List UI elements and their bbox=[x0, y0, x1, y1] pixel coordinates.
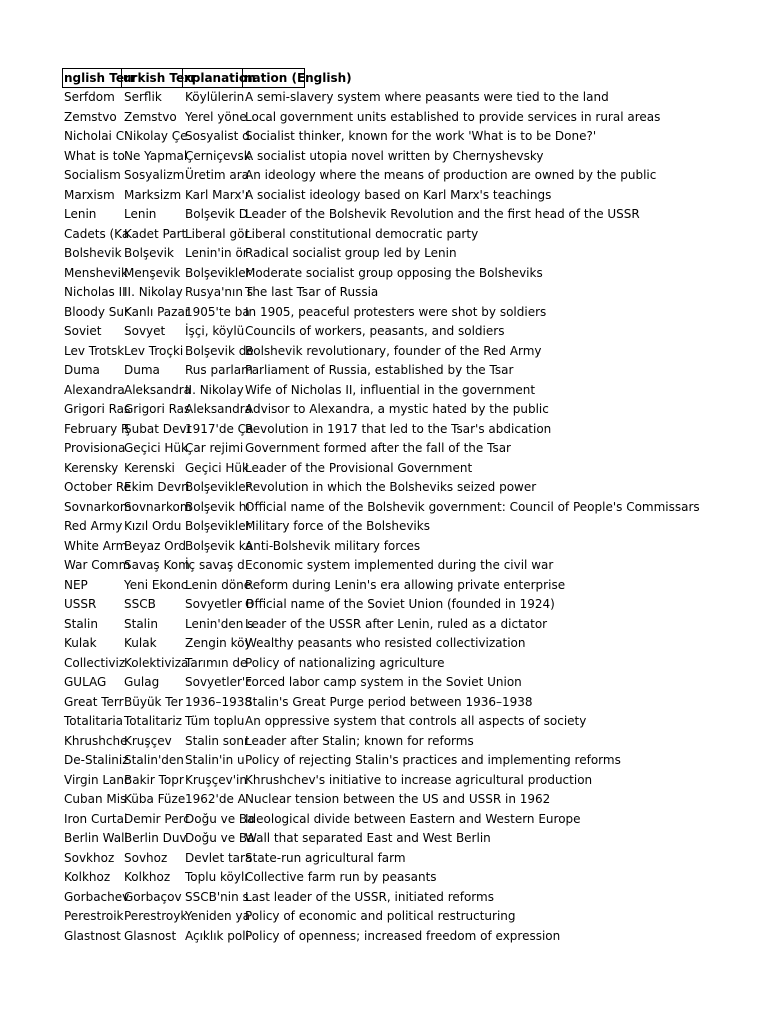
cell-english-term[interactable]: Duma bbox=[64, 363, 100, 377]
table-row bbox=[62, 907, 723, 927]
cell-explanation-turkish[interactable]: Karl Marx'ı bbox=[185, 187, 249, 202]
cell-explanation-turkish[interactable]: Aleksandra bbox=[185, 402, 252, 416]
cell-turkish-term[interactable]: Duma bbox=[124, 363, 160, 377]
cell-english-term[interactable]: Totalitaria bbox=[64, 714, 124, 728]
cell-explanation-turkish[interactable]: Köylülerin bbox=[185, 90, 245, 104]
table-row bbox=[62, 225, 723, 245]
cell-english-term[interactable]: Glastnost bbox=[64, 928, 121, 943]
cell-english-term[interactable]: War Comm bbox=[64, 558, 131, 572]
cell-explanation-turkish[interactable]: Tarımın de bbox=[185, 655, 248, 670]
cell-english-term[interactable]: Kulak bbox=[64, 636, 97, 650]
cell-english-term[interactable]: Collectiviz bbox=[64, 655, 126, 670]
cell-explanation-turkish[interactable]: 1936–1938 bbox=[185, 694, 253, 709]
table-row bbox=[62, 790, 723, 810]
cell-explanation-english[interactable]: A semi-slavery system where peasants were tied to the land bbox=[245, 90, 609, 104]
table-row bbox=[62, 459, 723, 479]
cell-explanation-english[interactable]: Wealthy peasants who resisted collectivization bbox=[245, 636, 526, 650]
cell-explanation-turkish[interactable]: Zengin köy bbox=[185, 636, 252, 650]
cell-explanation-english[interactable]: A socialist utopia novel written by Chernyshevsky bbox=[245, 148, 544, 163]
cell-turkish-term[interactable]: Grigori Ras bbox=[124, 402, 191, 416]
cell-explanation-english[interactable]: Leader of the Provisional Government bbox=[245, 460, 473, 475]
cell-explanation-english[interactable]: Policy of nationalizing agriculture bbox=[245, 655, 445, 670]
cell-explanation-turkish[interactable]: Bolşevik D bbox=[185, 207, 248, 221]
cell-explanation-turkish[interactable]: Lenin'den s bbox=[185, 616, 254, 631]
cell-turkish-term[interactable]: Gorbaçov bbox=[124, 889, 182, 904]
table-row bbox=[62, 361, 723, 381]
cell-turkish-term[interactable]: Bolşevik bbox=[124, 246, 174, 260]
table-row bbox=[62, 517, 723, 537]
cell-english-term[interactable]: Berlin Wall bbox=[64, 831, 128, 845]
table-row bbox=[62, 439, 723, 459]
cell-explanation-english[interactable]: Wall that separated East and West Berlin bbox=[245, 831, 491, 845]
cell-english-term[interactable]: Sovkhoz bbox=[64, 850, 115, 865]
cell-turkish-term[interactable]: Yeni Ekonc bbox=[124, 577, 188, 592]
table-row bbox=[62, 771, 723, 791]
table-row bbox=[62, 888, 723, 908]
cell-turkish-term[interactable]: Lenin bbox=[124, 207, 157, 221]
cell-english-term[interactable]: GULAG bbox=[64, 675, 107, 689]
cell-explanation-turkish[interactable]: Doğu ve Ba bbox=[185, 811, 255, 826]
cell-explanation-english[interactable]: The last Tsar of Russia bbox=[245, 285, 379, 299]
cell-explanation-english[interactable]: Socialist thinker, known for the work 'What is to be Done?' bbox=[245, 129, 597, 143]
cell-explanation-english[interactable]: Collective farm run by peasants bbox=[245, 870, 437, 884]
table-row bbox=[62, 166, 723, 186]
table-row bbox=[62, 751, 723, 771]
table-row bbox=[62, 283, 723, 303]
cell-english-term[interactable]: Bloody Sur bbox=[64, 304, 129, 319]
table-row bbox=[62, 303, 723, 323]
cell-turkish-term[interactable]: Nikolay Çe bbox=[124, 129, 188, 143]
cell-turkish-term[interactable]: Totalitariz bbox=[124, 714, 182, 728]
cell-explanation-english[interactable]: Government formed after the fall of the Tsar bbox=[245, 441, 511, 455]
table-row bbox=[62, 732, 723, 752]
cell-english-term[interactable]: Marxism bbox=[64, 187, 115, 202]
cell-explanation-turkish[interactable]: Lenin'in ör bbox=[185, 246, 248, 260]
cell-explanation-english[interactable]: Khrushchev's initiative to increase agricultural production bbox=[245, 772, 593, 787]
cell-english-term[interactable]: Red Army bbox=[64, 519, 123, 533]
cell-turkish-term[interactable]: Kolektiviza bbox=[124, 655, 189, 670]
cell-english-term[interactable]: February R bbox=[64, 421, 130, 436]
cell-turkish-term[interactable]: Demir Perc bbox=[124, 811, 190, 826]
table-row bbox=[62, 927, 723, 947]
cell-english-term[interactable]: Provisiona bbox=[64, 441, 126, 455]
cell-explanation-turkish[interactable]: 1917'de Ça bbox=[185, 421, 254, 436]
table-row bbox=[62, 381, 723, 401]
cell-explanation-english[interactable]: Reform during Lenin's era allowing private enterprise bbox=[245, 577, 566, 592]
cell-explanation-english[interactable]: Wife of Nicholas II, influential in the government bbox=[245, 382, 536, 397]
cell-explanation-english[interactable]: Revolution in which the Bolsheviks seized power bbox=[245, 480, 537, 494]
cell-turkish-term[interactable]: Marksizm bbox=[124, 187, 182, 202]
cell-turkish-term[interactable]: Savaş Kom bbox=[124, 558, 190, 572]
cell-turkish-term[interactable]: Gulag bbox=[124, 675, 160, 689]
cell-explanation-english[interactable]: Stalin's Great Purge period between 1936–1938 bbox=[245, 694, 533, 709]
cell-explanation-turkish[interactable]: Stalin sonr bbox=[185, 733, 249, 748]
table-row bbox=[62, 186, 723, 206]
cell-explanation-turkish[interactable]: Sosyalist d bbox=[185, 129, 250, 143]
cell-explanation-english[interactable]: Revolution in 1917 that led to the Tsar's abdication bbox=[245, 421, 552, 436]
cell-explanation-english[interactable]: An oppressive system that controls all aspects of society bbox=[245, 714, 587, 728]
cell-turkish-term[interactable]: Glasnost bbox=[124, 928, 177, 943]
table-row bbox=[62, 244, 723, 264]
cell-turkish-term[interactable]: Stalin bbox=[124, 616, 158, 631]
cell-english-term[interactable]: Great Terr bbox=[64, 694, 124, 709]
cell-turkish-term[interactable]: Menşevik bbox=[124, 265, 181, 280]
table-row bbox=[62, 654, 723, 674]
cell-turkish-term[interactable]: Kanlı Pazar bbox=[124, 304, 190, 319]
cell-explanation-turkish[interactable]: Toplu köylı bbox=[185, 870, 248, 884]
cell-explanation-english[interactable]: Official name of the Bolshevik government: Council of People's Commissars bbox=[245, 499, 700, 514]
cell-explanation-english[interactable]: Official name of the Soviet Union (founded in 1924) bbox=[245, 597, 555, 611]
cell-explanation-english[interactable]: Parliament of Russia, established by the Tsar bbox=[245, 363, 514, 377]
cell-explanation-english[interactable]: Nuclear tension between the US and USSR in 1962 bbox=[245, 792, 551, 806]
cell-explanation-turkish[interactable]: Rusya'nın s bbox=[185, 285, 254, 299]
table-row bbox=[62, 88, 723, 108]
cell-english-term[interactable]: Zemstvo bbox=[64, 109, 117, 124]
cell-english-term[interactable]: October Re bbox=[64, 480, 132, 494]
cell-english-term[interactable]: Perestroik bbox=[64, 909, 124, 923]
cell-english-term[interactable]: Cuban Mis bbox=[64, 792, 127, 806]
cell-explanation-english[interactable]: Leader of the Bolshevik Revolution and the first head of the USSR bbox=[245, 207, 640, 221]
table-row bbox=[62, 264, 723, 284]
cell-turkish-term[interactable]: Zemstvo bbox=[124, 109, 177, 124]
table-row bbox=[62, 498, 723, 518]
cell-turkish-term[interactable]: Şubat Devr bbox=[124, 421, 192, 436]
cell-turkish-term[interactable]: Lev Troçki bbox=[124, 343, 184, 358]
cell-explanation-turkish[interactable]: Yeniden ya bbox=[185, 909, 250, 923]
cell-english-term[interactable]: Nicholas II bbox=[64, 285, 126, 299]
table-row bbox=[62, 400, 723, 420]
table-row bbox=[62, 147, 723, 167]
table-row bbox=[62, 537, 723, 557]
cell-turkish-term[interactable]: Kolkhoz bbox=[124, 870, 171, 884]
spreadsheet bbox=[62, 68, 723, 946]
table-row bbox=[62, 127, 723, 147]
cell-explanation-turkish[interactable]: 1962'de A bbox=[185, 792, 246, 806]
cell-turkish-term[interactable]: Perestroyk bbox=[124, 909, 188, 923]
cell-explanation-english[interactable]: Liberal constitutional democratic party bbox=[245, 226, 479, 241]
cell-english-term[interactable]: Iron Curtai bbox=[64, 811, 128, 826]
cell-explanation-english[interactable]: Anti-Bolshevik military forces bbox=[245, 538, 421, 553]
cell-explanation-turkish[interactable]: Stalin'in u bbox=[185, 753, 245, 767]
cell-explanation-english[interactable]: Policy of economic and political restructuring bbox=[245, 909, 516, 923]
header-cell-english-term[interactable]: nglish Terr bbox=[62, 68, 122, 88]
cell-explanation-english[interactable]: An ideology where the means of production are owned by the public bbox=[245, 168, 657, 182]
cell-explanation-english[interactable]: Policy of openness; increased freedom of expression bbox=[245, 928, 561, 943]
cell-english-term[interactable]: De-Staliniz bbox=[64, 753, 129, 767]
cell-turkish-term[interactable]: SSCB bbox=[124, 597, 156, 611]
cell-english-term[interactable]: Kerensky bbox=[64, 460, 119, 475]
cell-english-term[interactable]: Alexandra bbox=[64, 382, 125, 397]
cell-english-term[interactable]: What is to bbox=[64, 148, 125, 163]
cell-turkish-term[interactable]: Bakir Topr bbox=[124, 772, 184, 787]
cell-turkish-term[interactable]: Sosyalizm bbox=[124, 168, 185, 182]
cell-english-term[interactable]: Lev Trotsk bbox=[64, 343, 125, 358]
table-row bbox=[62, 576, 723, 596]
cell-explanation-english[interactable]: Policy of rejecting Stalin's practices and implementing reforms bbox=[245, 753, 621, 767]
cell-explanation-turkish[interactable]: Sovyetler B bbox=[185, 597, 254, 611]
cell-english-term[interactable]: Stalin bbox=[64, 616, 98, 631]
cell-turkish-term[interactable]: Beyaz Ord bbox=[124, 538, 186, 553]
cell-explanation-turkish[interactable]: Tüm toplu bbox=[185, 714, 245, 728]
cell-explanation-turkish[interactable]: SSCB'nin s bbox=[185, 889, 249, 904]
cell-explanation-turkish[interactable]: İşçi, köylü bbox=[185, 324, 245, 338]
cell-english-term[interactable]: Lenin bbox=[64, 207, 97, 221]
table-row bbox=[62, 205, 723, 225]
cell-english-term[interactable]: Kolkhoz bbox=[64, 870, 111, 884]
cell-explanation-english[interactable]: Bolshevik revolutionary, founder of the Red Army bbox=[245, 343, 542, 358]
header-cell-turkish-term[interactable]: urkish Terr bbox=[122, 68, 183, 88]
cell-explanation-english[interactable]: A socialist ideology based on Karl Marx's teachings bbox=[245, 187, 552, 202]
cell-turkish-term[interactable]: Sovhoz bbox=[124, 850, 168, 865]
cell-turkish-term[interactable]: Geçici Hük bbox=[124, 441, 188, 455]
cell-explanation-english[interactable]: Ideological divide between Eastern and Western Europe bbox=[245, 811, 581, 826]
cell-explanation-turkish[interactable]: Bolşevik ka bbox=[185, 538, 253, 553]
cell-english-term[interactable]: Virgin Lanc bbox=[64, 772, 131, 787]
cell-turkish-term[interactable]: Kızıl Ordu bbox=[124, 519, 182, 533]
cell-english-term[interactable]: Grigori Ras bbox=[64, 402, 131, 416]
table-row bbox=[62, 615, 723, 635]
cell-turkish-term[interactable]: Büyük Ter bbox=[124, 694, 183, 709]
cell-english-term[interactable]: NEP bbox=[64, 577, 88, 592]
cell-turkish-term[interactable]: Ekim Devri bbox=[124, 480, 190, 494]
table-row bbox=[62, 322, 723, 342]
cell-turkish-term[interactable]: Kadet Part bbox=[124, 226, 187, 241]
cell-explanation-turkish[interactable]: Çar rejimi bbox=[185, 441, 244, 455]
cell-explanation-turkish[interactable]: Yerel yöne bbox=[185, 109, 247, 124]
cell-explanation-turkish[interactable]: İç savaş d bbox=[185, 558, 245, 572]
cell-explanation-english[interactable]: Local government units established to provide services in rural areas bbox=[245, 109, 661, 124]
cell-explanation-turkish[interactable]: Açıklık poli bbox=[185, 928, 249, 943]
cell-turkish-term[interactable]: Sovnarkom bbox=[124, 499, 192, 514]
cell-explanation-english[interactable]: Leader of the USSR after Lenin, ruled as a dictator bbox=[245, 616, 548, 631]
table-row bbox=[62, 342, 723, 362]
cell-turkish-term[interactable]: Aleksandra bbox=[124, 382, 191, 397]
cell-explanation-english[interactable]: Leader after Stalin; known for reforms bbox=[245, 733, 474, 748]
cell-explanation-turkish[interactable]: Sovyetler'c bbox=[185, 675, 252, 689]
cell-explanation-turkish[interactable]: Çerniçevsk bbox=[185, 148, 251, 163]
header-explanation-english-text: nation (English) bbox=[244, 71, 352, 85]
table-row bbox=[62, 595, 723, 615]
cell-turkish-term[interactable]: Berlin Duv bbox=[124, 831, 187, 845]
table-row bbox=[62, 712, 723, 732]
header-row bbox=[62, 68, 723, 88]
table-row bbox=[62, 693, 723, 713]
cell-explanation-turkish[interactable]: 1905'te ba bbox=[185, 304, 250, 319]
cell-english-term[interactable]: Gorbachev bbox=[64, 889, 130, 904]
cell-explanation-english[interactable]: Last leader of the USSR, initiated reforms bbox=[245, 889, 494, 904]
cell-explanation-english[interactable]: Forced labor camp system in the Soviet Union bbox=[245, 675, 522, 689]
table-row bbox=[62, 556, 723, 576]
cell-explanation-turkish[interactable]: Rus parlam bbox=[185, 363, 253, 377]
cell-english-term[interactable]: Serfdom bbox=[64, 90, 115, 104]
cell-turkish-term[interactable]: Küba Füze bbox=[124, 792, 186, 806]
cell-explanation-english[interactable]: Radical socialist group led by Lenin bbox=[245, 246, 457, 260]
cell-explanation-turkish[interactable]: Liberal gör bbox=[185, 226, 250, 241]
cell-explanation-turkish[interactable]: Kruşçev'in bbox=[185, 772, 247, 787]
cell-english-term[interactable]: Bolshevik bbox=[64, 246, 122, 260]
cell-explanation-turkish[interactable]: Üretim ara bbox=[185, 168, 250, 182]
cell-explanation-turkish[interactable]: Bolşevikler bbox=[185, 519, 251, 533]
cell-explanation-turkish[interactable]: Bolşevik hı bbox=[185, 499, 250, 514]
cell-english-term[interactable]: Soviet bbox=[64, 324, 102, 338]
cell-turkish-term[interactable]: Serflik bbox=[124, 90, 162, 104]
cell-english-term[interactable]: Menshevik bbox=[64, 265, 128, 280]
cell-turkish-term[interactable]: Stalin'den bbox=[124, 753, 184, 767]
table-row bbox=[62, 478, 723, 498]
cell-explanation-turkish[interactable]: Bolşevikler bbox=[185, 480, 251, 494]
header-cell-explanation-english[interactable] bbox=[243, 68, 352, 88]
table-row bbox=[62, 634, 723, 654]
cell-turkish-term[interactable]: Ne Yapmal bbox=[124, 148, 188, 163]
cell-english-term[interactable]: White Arm bbox=[64, 538, 128, 553]
cell-explanation-turkish[interactable]: Lenin döne bbox=[185, 577, 252, 592]
cell-turkish-term[interactable]: Kruşçev bbox=[124, 733, 172, 748]
cell-explanation-english[interactable]: Economic system implemented during the civil war bbox=[245, 558, 554, 572]
cell-english-term[interactable]: USSR bbox=[64, 597, 97, 611]
cell-english-term[interactable]: Nicholai C bbox=[64, 129, 125, 143]
cell-explanation-turkish[interactable]: Doğu ve Ba bbox=[185, 831, 255, 845]
cell-explanation-english[interactable]: Moderate socialist group opposing the Bolsheviks bbox=[245, 265, 543, 280]
table-body bbox=[62, 88, 723, 946]
cell-explanation-english[interactable]: In 1905, peaceful protesters were shot by soldiers bbox=[245, 304, 547, 319]
table-row bbox=[62, 420, 723, 440]
table-row bbox=[62, 810, 723, 830]
cell-turkish-term[interactable]: Kerenski bbox=[124, 460, 175, 475]
cell-explanation-turkish[interactable]: Geçici Hük bbox=[185, 460, 249, 475]
cell-explanation-turkish[interactable]: Bolşevikler bbox=[185, 265, 251, 280]
cell-english-term[interactable]: Khrushche bbox=[64, 733, 128, 748]
cell-english-term[interactable]: Socialism bbox=[64, 168, 121, 182]
cell-turkish-term[interactable]: Kulak bbox=[124, 636, 157, 650]
table-row bbox=[62, 829, 723, 849]
cell-english-term[interactable]: Sovnarkom bbox=[64, 499, 132, 514]
cell-explanation-english[interactable]: Councils of workers, peasants, and soldiers bbox=[245, 324, 505, 338]
cell-explanation-english[interactable]: Advisor to Alexandra, a mystic hated by the public bbox=[245, 402, 549, 416]
cell-explanation-english[interactable]: State-run agricultural farm bbox=[245, 850, 406, 865]
table-row bbox=[62, 108, 723, 128]
cell-turkish-term[interactable]: Sovyet bbox=[124, 324, 166, 338]
cell-explanation-turkish[interactable]: Devlet tara bbox=[185, 850, 253, 865]
cell-explanation-turkish[interactable]: Bolşevik de bbox=[185, 343, 254, 358]
cell-explanation-turkish[interactable]: II. Nikolay bbox=[185, 382, 244, 397]
table-row bbox=[62, 673, 723, 693]
table-row bbox=[62, 868, 723, 888]
header-cell-explanation[interactable]: xplanation bbox=[183, 68, 243, 88]
cell-explanation-english[interactable]: Military force of the Bolsheviks bbox=[245, 519, 430, 533]
table-row bbox=[62, 849, 723, 869]
cell-turkish-term[interactable]: II. Nikolay bbox=[124, 285, 183, 299]
cell-english-term[interactable]: Cadets (Ka bbox=[64, 226, 130, 241]
